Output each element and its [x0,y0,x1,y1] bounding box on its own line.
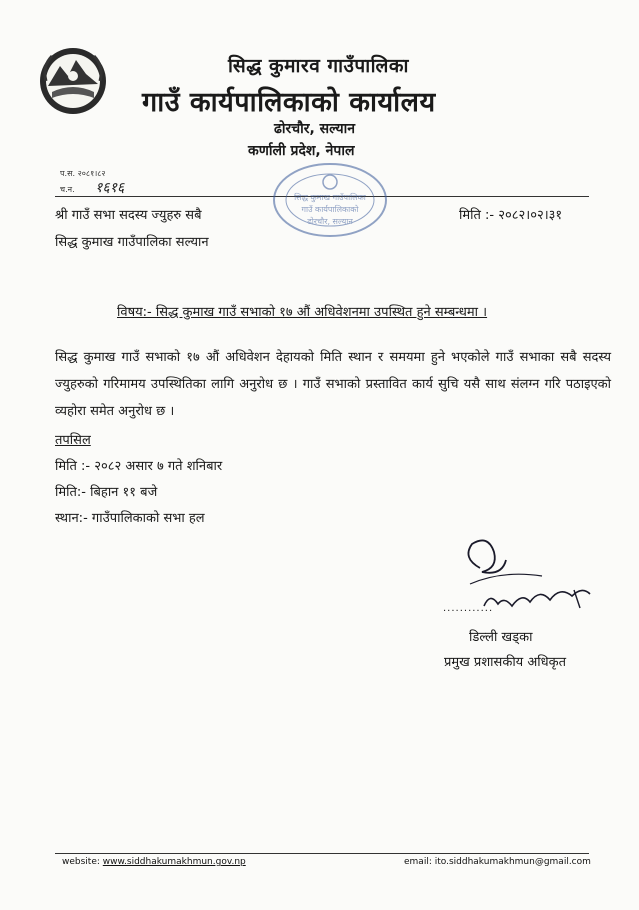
signature-dots: ............ [443,603,494,614]
email-label: email: [404,857,432,867]
ps-label: प.स. [60,169,76,178]
website-link[interactable]: www.siddhakumakhmun.gov.np [102,857,246,867]
ps-value: २०८१।८२ [77,169,106,178]
meeting-time: मिति:- बिहान ११ बजे [55,485,158,500]
stamp-middle-text: गाउँ कार्यपालिकाको [301,205,359,214]
nepal-emblem-icon [38,46,108,116]
address-line-1: ढोरचौर, सल्यान [274,121,356,137]
letter-date: मिति :- २०८२।०२।३१ [459,208,563,223]
meeting-place: स्थान:- गाउँपालिकाको सभा हल [55,511,205,526]
footer-divider [55,853,589,854]
body-paragraph: सिद्ध कुमाख गाउँ सभाको १७ औं अधिवेशन देहायको मिति स्थान र समयमा हुने भएकोले गाउँ सभाका सबै सदस्य ज्युहरुको गरिमामय उपस्थितिका लागि अनुरोध छ । गाउँ सभाको प्रस्तावित कार्य सुचि यसै साथ संलग्न गरि पठाइएको व्यहोरा समेत अनुरोध छ । [55,350,611,419]
website-label: website: [62,857,100,867]
signatory-title: प्रमुख प्रशासकीय अधिकृत [444,655,567,670]
details-heading: तपसिल [55,433,91,448]
cn-value: १६१६ [95,180,125,196]
meeting-date: मिति :- २०८२ असार ७ गते शनिबार [55,459,223,474]
chalani-number [60,178,124,197]
recipient-line-2: सिद्ध कुमाख गाउँपालिका सल्यान [55,235,209,250]
footer-website [62,857,246,867]
municipality-name: सिद्ध कुमारव गाउँपालिका [228,55,409,77]
recipient-line-1: श्री गाउँ सभा सदस्य ज्युहरु सबै [55,208,202,223]
address-line-2: कर्णाली प्रदेश, नेपाल [248,143,355,159]
cn-label: च.न. [60,185,75,194]
office-title: गाउँ कार्यपालिकाको कार्यालय [142,87,436,118]
email-link[interactable]: ito.siddhakumakhmun@gmail.com [434,857,591,867]
signatory-name: डिल्ली खड्का [469,630,533,645]
subject-line: विषय:- सिद्ध कुमाख गाउँ सभाको १७ औं अधिवेशनमा उपस्थित हुने सम्बन्धमा । [117,305,488,320]
stamp-bottom-text: ढोरचौर, सल्यान [307,217,353,226]
footer-email [404,857,591,867]
stamp-top-text: सिद्ध कुमाख गाउँपालिका [294,193,366,202]
office-stamp [270,160,390,240]
